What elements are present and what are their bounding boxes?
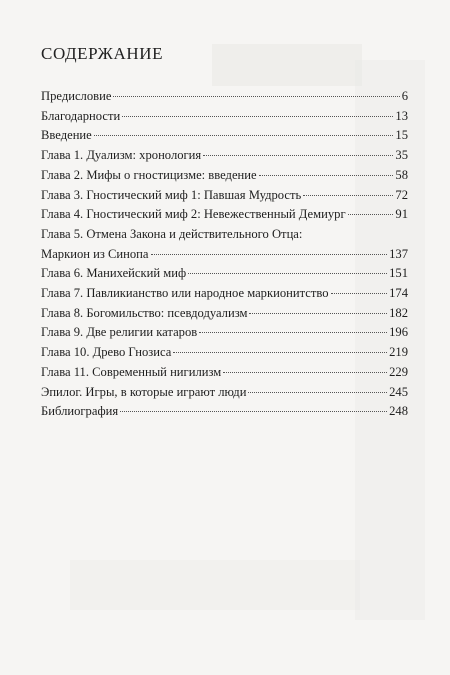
toc-entry-page: 248 — [389, 404, 408, 419]
toc-entry-page: 151 — [389, 266, 408, 281]
dot-leader — [94, 135, 394, 136]
dot-leader — [331, 293, 388, 294]
dot-leader — [151, 254, 388, 255]
toc-entry-page: 35 — [395, 148, 408, 163]
dot-leader — [173, 352, 387, 353]
bleed-through-shadow — [212, 44, 362, 86]
toc-entry — [41, 383, 408, 403]
dot-leader — [248, 392, 387, 393]
dot-leader — [249, 313, 387, 314]
toc-entry-label: Предисловие — [41, 89, 112, 103]
dot-leader — [199, 332, 387, 333]
toc-entry-page: 72 — [395, 187, 408, 202]
toc-entry-label: Глава 3. Гностический миф 1: Павшая Мудрость — [41, 187, 302, 202]
toc-entry-label: Глава 11. Современный нигилизм — [41, 364, 222, 379]
toc-entry — [41, 284, 408, 304]
toc-entry-page: 91 — [395, 207, 408, 222]
dot-leader — [348, 214, 394, 215]
toc-entry-label: Глава 7. Павликианство или народное маркионитство — [41, 286, 329, 301]
dot-leader — [203, 155, 393, 156]
toc-entry-label: Глава 6. Манихейский миф — [41, 266, 187, 281]
toc-entry-label-line1: Глава 5. Отмена Закона и действительного Отца: — [41, 226, 303, 241]
toc-entry-label: Глава 10. Древо Гнозиса — [41, 345, 172, 360]
toc-entry-page: 13 — [395, 108, 408, 123]
toc-entry-label: Глава 8. Богомильство: псевдодуализм — [41, 305, 248, 320]
toc-entry — [41, 402, 408, 422]
dot-leader — [259, 175, 394, 176]
toc-entry-label: Глава 2. Мифы о гностицизме: введение — [41, 167, 257, 182]
toc-entry-label: Глава 4. Гностический миф 2: Невежественный Демиург — [41, 207, 346, 222]
toc-entry — [41, 343, 408, 363]
toc-entry-page: 137 — [389, 246, 408, 261]
toc-entry-page: 15 — [395, 128, 408, 143]
toc-entry — [41, 264, 408, 284]
toc-entry — [41, 107, 408, 127]
toc-entry-page: 219 — [389, 345, 408, 360]
dot-leader — [188, 273, 387, 274]
toc-entry-page: 174 — [389, 286, 408, 301]
toc-entry-line2 — [41, 245, 408, 265]
toc-entry-label-line2: Маркион из Синопа — [41, 246, 149, 261]
toc-entry-page: 196 — [389, 325, 408, 340]
toc-entry — [41, 205, 408, 225]
toc-entry — [41, 166, 408, 186]
toc-entry-label: Благодарности — [41, 108, 121, 123]
toc-entry — [41, 363, 408, 383]
toc-entry-label: Библиография — [41, 404, 119, 419]
page-title: СОДЕРЖАНИЕ — [41, 44, 164, 63]
dot-leader — [122, 116, 393, 117]
toc-entry-label: Введение — [41, 128, 92, 143]
toc-entry — [41, 304, 408, 324]
toc-entry — [41, 87, 408, 107]
toc-entry-label: Глава 1. Дуализм: хронология — [41, 148, 202, 163]
toc-entry-page: 182 — [389, 305, 408, 320]
toc-entry-page: 6 — [401, 89, 408, 103]
toc-entry — [41, 146, 408, 166]
toc-entry-multiline — [41, 225, 408, 264]
toc-entry — [41, 186, 408, 206]
toc-entry-page: 58 — [395, 167, 408, 182]
toc-entry-label: Эпилог. Игры, в которые играют люди — [41, 384, 247, 399]
dot-leader — [113, 96, 399, 97]
toc-entry — [41, 126, 408, 146]
dot-leader — [120, 411, 387, 412]
table-of-contents — [41, 87, 408, 422]
dot-leader — [303, 195, 393, 196]
toc-entry-page: 245 — [389, 384, 408, 399]
dot-leader — [223, 372, 387, 373]
toc-entry-label: Глава 9. Две религии катаров — [41, 325, 198, 340]
toc-entry — [41, 323, 408, 343]
toc-entry-page: 229 — [389, 364, 408, 379]
bleed-through-shadow — [70, 560, 360, 610]
